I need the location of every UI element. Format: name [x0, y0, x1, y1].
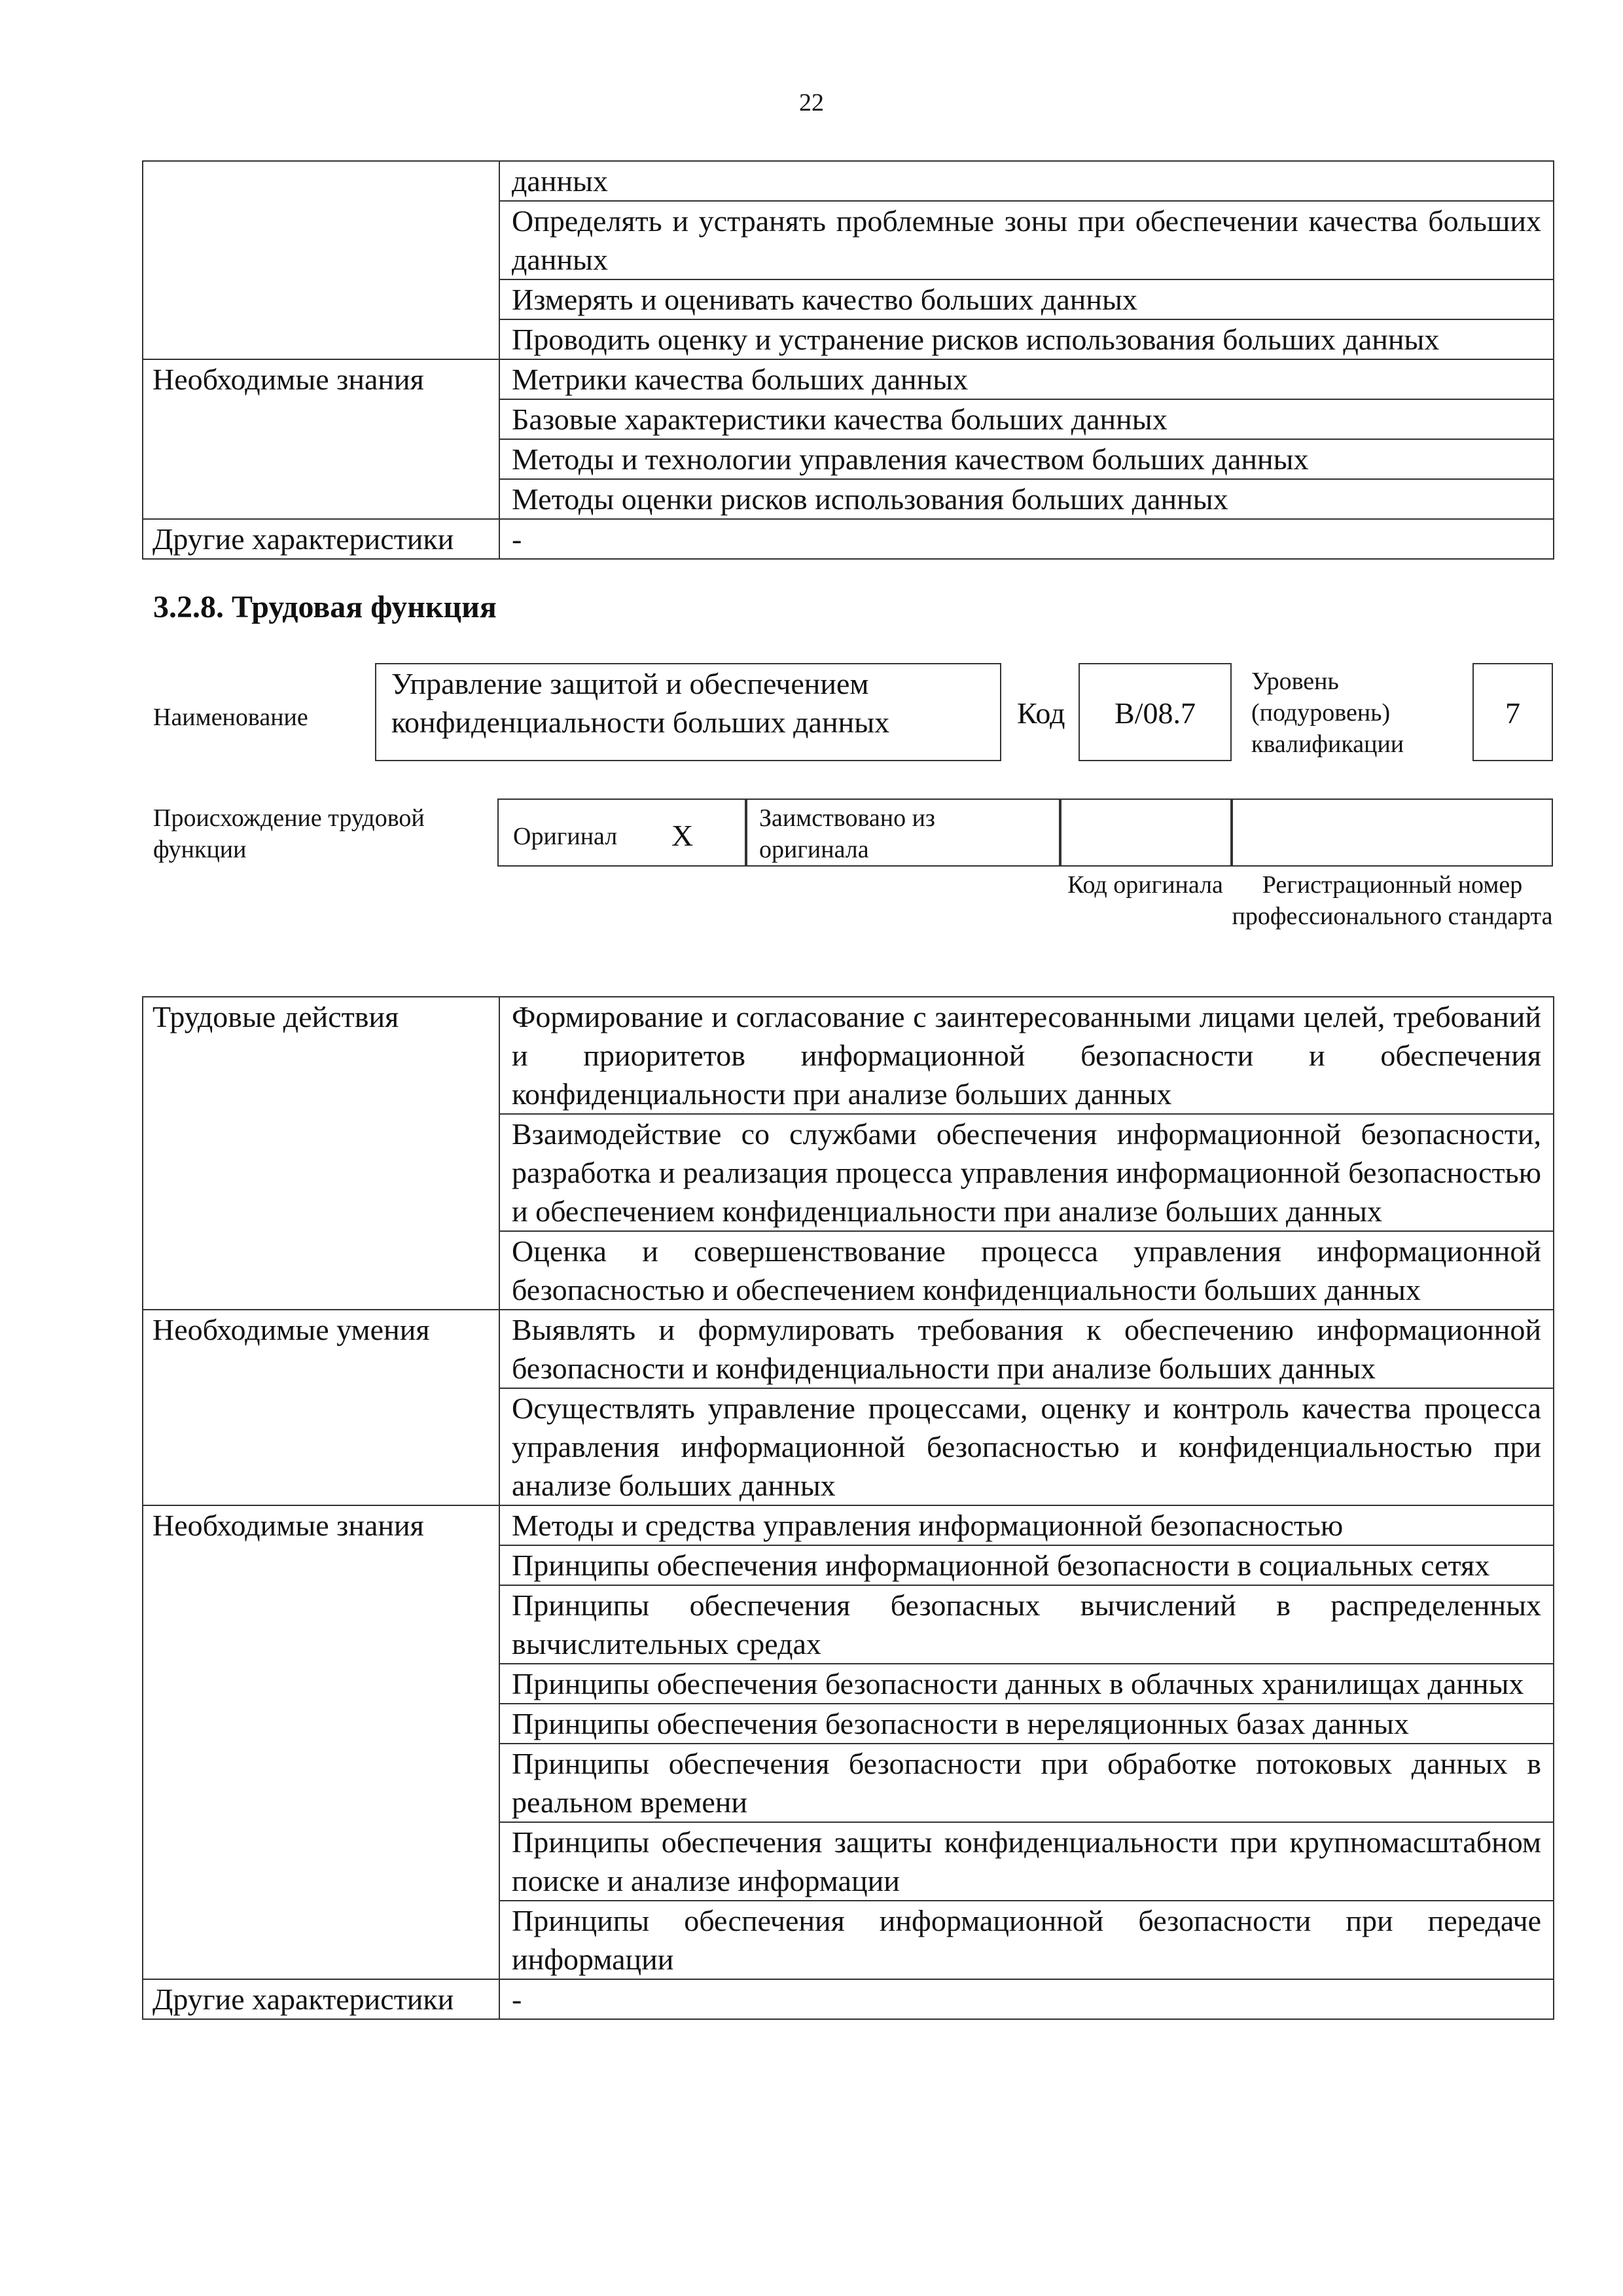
table-cell: Принципы обеспечения безопасных вычислений в распределенных вычислительных средах [499, 1585, 1554, 1664]
page-number: 22 [799, 89, 824, 117]
function-table [142, 996, 1554, 2020]
empty-label-cell [143, 161, 499, 359]
code-value: B/08.7 [1115, 696, 1196, 730]
table-cell: Базовые характеристики качества больших данных [499, 399, 1554, 439]
borrowed-label: Заимствовано из оригинала [759, 804, 935, 863]
table-cell: Методы и средства управления информационной безопасностью [499, 1505, 1554, 1545]
other-characteristics-label: Другие характеристики [143, 519, 499, 559]
table-row [143, 1979, 1554, 2019]
table-cell: Принципы обеспечения информационной безопасности в социальных сетях [499, 1545, 1554, 1585]
table-cell: Определять и устранять проблемные зоны при обеспечении качества больших данных [499, 201, 1554, 279]
table-row [143, 161, 1554, 201]
table-cell: Принципы обеспечения защиты конфиденциальности при крупномасштабном поиске и анализе информации [499, 1822, 1554, 1901]
table-row [143, 519, 1554, 559]
table-row [143, 997, 1554, 1114]
code-label: Код [1017, 696, 1065, 730]
divider [745, 798, 747, 867]
table-cell: Метрики качества больших данных [499, 359, 1554, 399]
table-cell: Методы и технологии управления качеством больших данных [499, 439, 1554, 479]
level-value: 7 [1505, 696, 1520, 730]
table-cell: Принципы обеспечения безопасности данных в облачных хранилищах данных [499, 1664, 1554, 1704]
table-cell: Принципы обеспечения безопасности в нереляционных базах данных [499, 1704, 1554, 1744]
original-mark: X [671, 819, 694, 852]
code-original-caption: Код оригинала [1067, 871, 1223, 899]
origin-label: Происхождение трудовой функции [153, 804, 425, 863]
table-cell: Методы оценки рисков использования больших данных [499, 479, 1554, 519]
skills-label: Необходимые умения [143, 1310, 499, 1505]
level-label: Уровень (подуровень) квалификации [1251, 668, 1404, 758]
divider [1230, 798, 1233, 867]
table-cell: данных [499, 161, 1554, 201]
table-row [143, 359, 1554, 399]
actions-label: Трудовые действия [143, 997, 499, 1310]
reg-number-caption: Регистрационный номер профессионального стандарта [1232, 871, 1553, 930]
table-row [143, 1505, 1554, 1545]
divider [1059, 798, 1061, 867]
table-row [143, 1310, 1554, 1388]
table-cell: Выявлять и формулировать требования к обеспечению информационной безопасности и конфиденциальности при анализе больших данных [499, 1310, 1554, 1388]
name-label: Наименование [153, 704, 308, 731]
other-characteristics-value: - [499, 1979, 1554, 2019]
knowledge-label: Необходимые знания [143, 1505, 499, 1979]
knowledge-label: Необходимые знания [143, 359, 499, 519]
table-cell: Формирование и согласование с заинтересованными лицами целей, требований и приоритетов информационной безопасности и обеспечения конфиденциальности при анализе больших данных [499, 997, 1554, 1114]
original-label: Оригинал [513, 823, 618, 850]
table-cell: Проводить оценку и устранение рисков использования больших данных [499, 319, 1554, 359]
table-cell: Осуществлять управление процессами, оценку и контроль качества процесса управления информационной безопасностью и конфиденциальностью при анализе больших данных [499, 1388, 1554, 1505]
other-characteristics-value: - [499, 519, 1554, 559]
table-cell: Измерять и оценивать качество больших данных [499, 279, 1554, 319]
section-heading: 3.2.8. Трудовая функция [153, 590, 497, 624]
table-cell: Принципы обеспечения информационной безопасности при передаче информации [499, 1901, 1554, 1979]
table-cell: Оценка и совершенствование процесса управления информационной безопасностью и обеспечением конфиденциальности больших данных [499, 1231, 1554, 1310]
continued-table [142, 160, 1554, 560]
function-name: Управление защитой и обеспечением конфиденциальности больших данных [391, 667, 890, 739]
other-characteristics-label: Другие характеристики [143, 1979, 499, 2019]
table-cell: Взаимодействие со службами обеспечения информационной безопасности, разработка и реализация процесса управления информационной безопасностью и обеспечением конфиденциальности при анализе больших данных [499, 1114, 1554, 1231]
table-cell: Принципы обеспечения безопасности при обработке потоковых данных в реальном времени [499, 1744, 1554, 1822]
